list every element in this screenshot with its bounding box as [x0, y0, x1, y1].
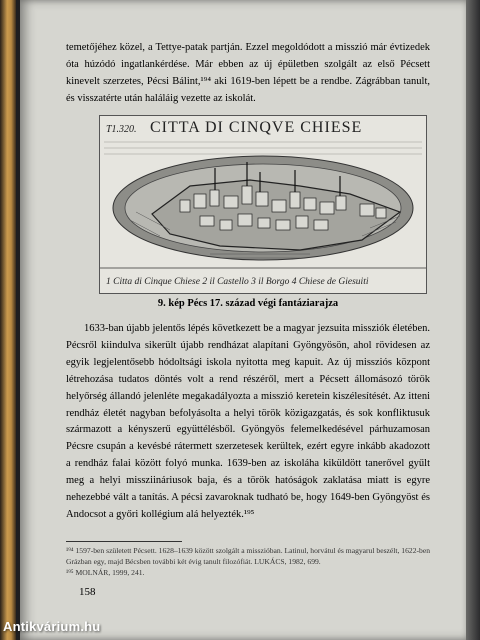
- figure-label-top: T1.320.: [106, 124, 137, 135]
- figure-caption: 9. kép Pécs 17. század végi fantáziarajza: [157, 298, 339, 309]
- book-edge: [0, 0, 16, 640]
- body-paragraph-1: temetőjéhez közel, a Tettye-patak partján. Ezzel megoldódott a misszió már évtizedek óta húzódó ingatlankérdése. Már ebben az új épületben szolgált az első Pécsett kinevelt szerzetes, Pécsi Bálint,¹⁹⁴ aki 1619-ben lépett be a rendbe. Zágrábban tanult, és visszatérte után haláláig vezette az iskolát.: [66, 42, 430, 104]
- figure-legend: 1 Citta di Cinque Chiese 2 il Castello 3 il Borgo 4 Chiese de Giesuiti: [106, 277, 369, 287]
- figure-title: CITTA DI CINQVE CHIESE: [150, 119, 363, 136]
- page-shadow: [466, 0, 480, 640]
- footnotes: [66, 546, 430, 578]
- footnote-194: ¹⁹⁴ 1597-ben született Pécsett. 1628–1639 között szolgált a misszióban. Latinul, horvátul és magyarul beszélt, 1622-ben Grázban egy, majd Bécsben további két évig tanult filozófiát. LUKÁCS, 1982, 699.: [66, 546, 430, 566]
- engraving-illustration: [100, 116, 426, 293]
- watermark: Antikvárium.hu: [3, 619, 101, 634]
- figure-engraving: [99, 115, 427, 294]
- footnote-195: ¹⁹⁵ MOLNÁR, 1999, 241.: [66, 567, 145, 577]
- footnote-rule: [66, 541, 182, 542]
- page-number: 158: [79, 586, 96, 598]
- body-paragraph-2: 1633-ban újabb jelentős lépés következett be a magyar jezsuita missziók életében. Pécsről kiindulva sikerült újabb rendházat alapítani Gyöngyösön, ahol rövidesen az egyik legjelentősebb hódoltsági iskola nyitotta meg kapuit. Az új missziós központ létrehozása tudatos döntés volt a rend részéről, mert a Pécsett állomásozó török helyőrség állandó jelenléte megakadályozta a misszió keretein kiszélesítését. Az itteni rendház életét nagyban befolyásolta a helyi török közigazgatás, és sok konfliktusuk származott a kényszerű együttélésből. Gyöngyös felemelkedésével párhuzamosan Pécsre csupán a kevésbé rátermett szerzetesek kerültek, ezért egyre inkább akadozott a rendház falai között folyó munka. 1639-ben az iskoláha kiküldött tanerővel gyűlt meg a helyi missziináriusok baja, és a török hatóságok zaklatása miatt is egyre nehezebbé vált a tanítás. A pécsi zavaroknak tudható be, hogy 1649-ben Gyöngyöst és Andocsot a győri kollégium alá helyezték.¹⁹⁵: [66, 323, 430, 520]
